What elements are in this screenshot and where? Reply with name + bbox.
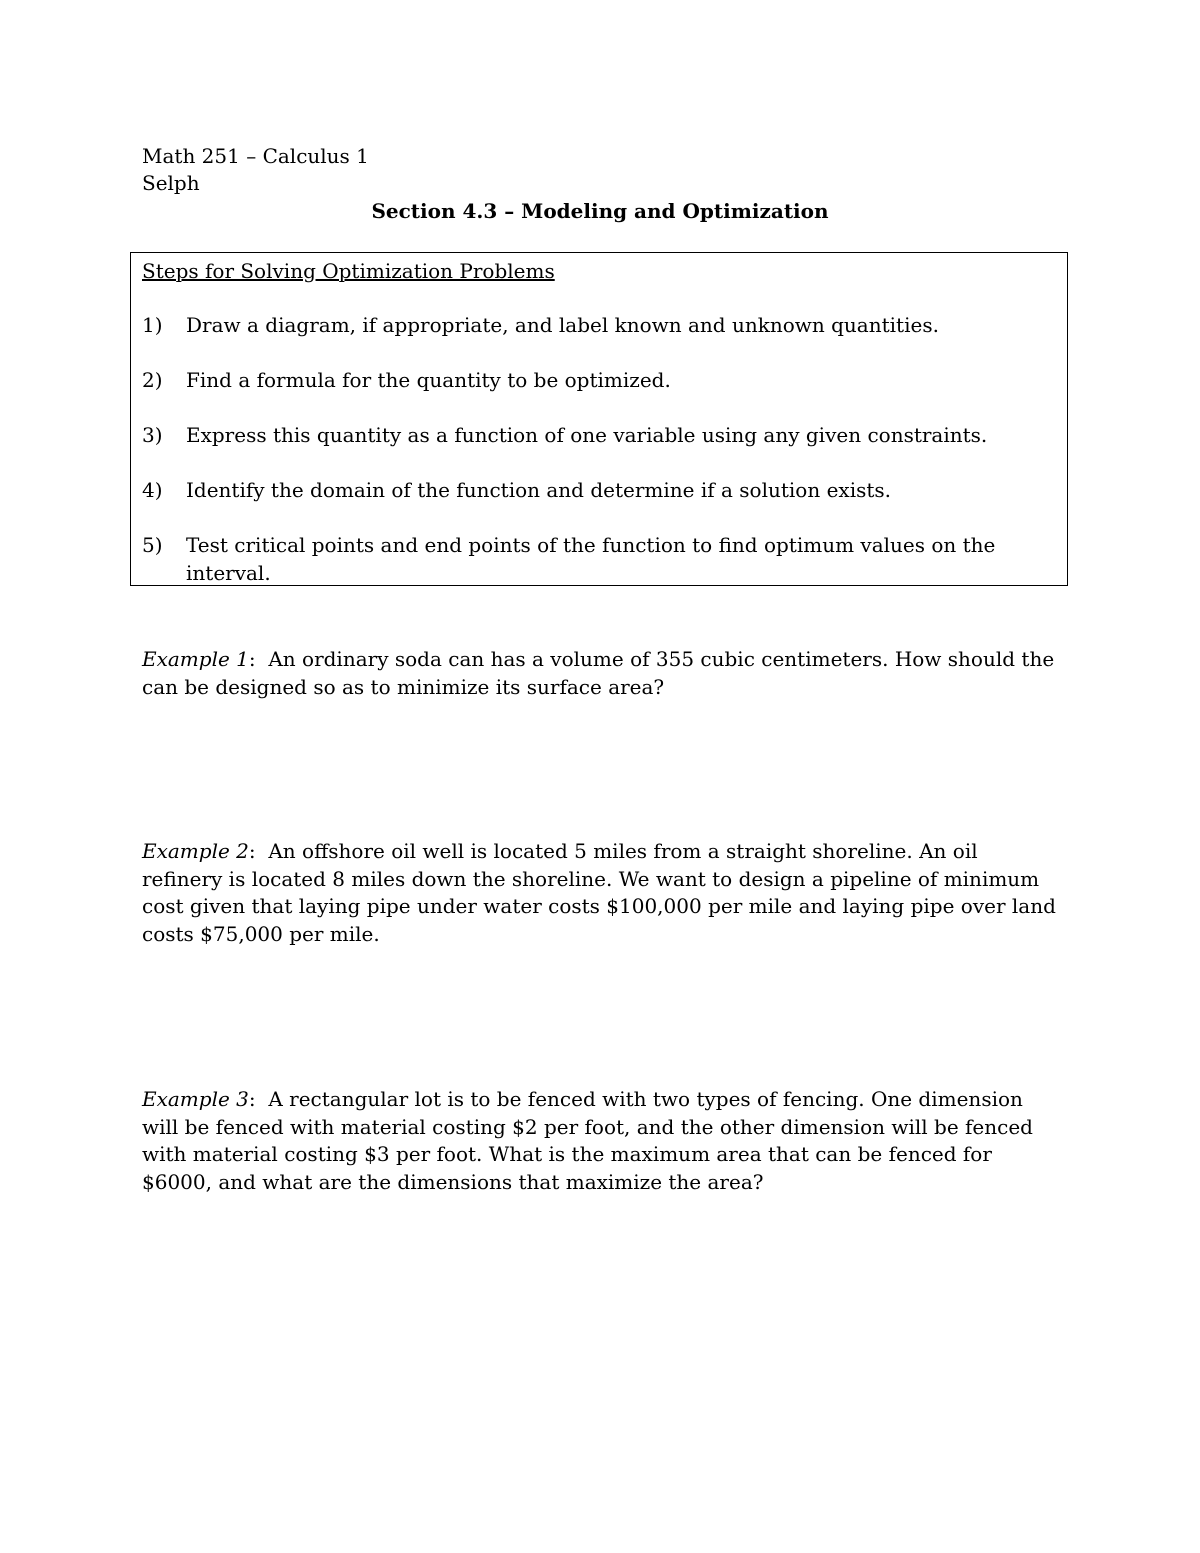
example-text: An offshore oil well is located 5 miles from a straight shoreline. An oil refinery is located 8 miles down the shoreline. We want to design a pipeline of minimum cost given that laying pipe under water costs $100,000 per mile and laying pipe over land costs $75,000 per mile. [142, 839, 1056, 946]
step-text: Find a formula for the quantity to be optimized. [186, 368, 671, 392]
example-3 [142, 1086, 1062, 1196]
example-text: An ordinary soda can has a volume of 355 cubic centimeters. How should the can be designed so as to minimize its surface area? [142, 647, 1055, 699]
step-text: Test critical points and end points of the function to find optimum values on the interval. [186, 533, 996, 585]
document-header [142, 143, 369, 197]
section-title: Section 4.3 – Modeling and Optimization [371, 199, 829, 223]
step-number: 5) [142, 533, 163, 557]
instructor-name: Selph [142, 171, 200, 195]
example-label: Example 3 [142, 1087, 249, 1111]
step-number: 1) [142, 313, 163, 337]
step-number: 3) [142, 423, 163, 447]
step-text: Express this quantity as a function of one variable using any given constraints. [186, 423, 988, 447]
example-label: Example 1 [142, 647, 249, 671]
step-number: 4) [142, 478, 163, 502]
example-2 [142, 838, 1062, 948]
example-separator: : [248, 839, 269, 863]
example-label: Example 2 [142, 839, 249, 863]
steps-heading: Steps for Solving Optimization Problems [142, 259, 555, 283]
step-text: Identify the domain of the function and determine if a solution exists. [186, 478, 892, 502]
example-separator: : [248, 647, 269, 671]
step-number: 2) [142, 368, 163, 392]
example-text: A rectangular lot is to be fenced with two types of fencing. One dimension will be fenced with material costing $2 per foot, and the other dimension will be fenced with material costing $3 per foot. What is the maximum area that can be fenced for $6000, and what are the dimensions that maximize the area? [142, 1087, 1033, 1194]
steps-box [130, 252, 1068, 586]
course-title: Math 251 – Calculus 1 [142, 144, 369, 168]
example-separator: : [248, 1087, 269, 1111]
step-text: Draw a diagram, if appropriate, and label known and unknown quantities. [186, 313, 939, 337]
example-1 [142, 646, 1062, 701]
